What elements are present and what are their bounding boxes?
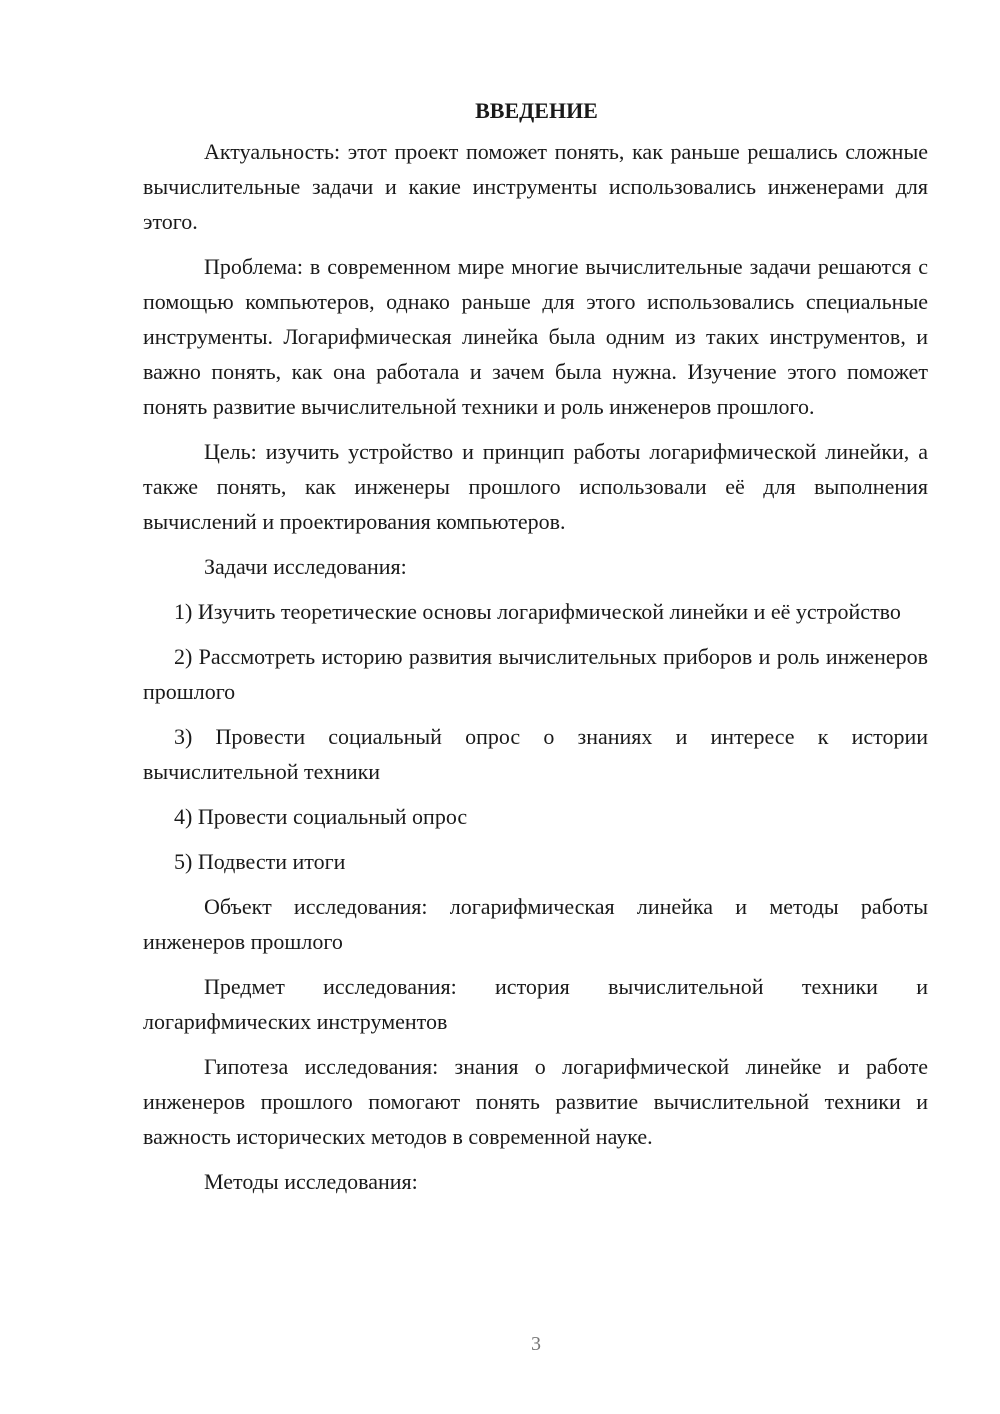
page-number: 3 [531,1333,541,1355]
goal-paragraph: Цель: изучить устройство и принцип работы логарифмической линейки, а также понять, как инженеры прошлого использовали её для выполнения вычислений и проектирования компьютеров. [143,439,928,534]
relevance-paragraph: Актуальность: этот проект поможет понять, как раньше решались сложные вычислительные задачи и какие инструменты использовались инженерами для этого. [143,139,928,234]
page-title: ВВЕДЕНИЕ [475,98,598,123]
task-item-1: 1) Изучить теоретические основы логарифмической линейки и её устройство [174,599,901,624]
hypothesis-paragraph: Гипотеза исследования: знания о логарифмической линейке и работе инженеров прошлого помогают понять развитие вычислительной техники и важность исторических методов в современной науке. [143,1054,928,1149]
methods-title: Методы исследования: [204,1169,418,1194]
object-paragraph: Объект исследования: логарифмическая линейка и методы работы инженеров прошлого [143,894,928,954]
document-page [143,92,928,1209]
task-item-4: 4) Провести социальный опрос [174,804,468,829]
task-item-3: 3) Провести социальный опрос о знаниях и интересе к истории вычислительной техники [143,724,928,784]
subject-paragraph: Предмет исследования: история вычислительной техники и логарифмических инструментов [143,974,928,1034]
tasks-title: Задачи исследования: [204,554,407,579]
problem-paragraph: Проблема: в современном мире многие вычислительные задачи решаются с помощью компьютеров, однако раньше для этого использовались специальные инструменты. Логарифмическая линейка была одним из таких инструментов, и важно понять, как она работала и зачем была нужна. Изучение этого поможет понять развитие вычислительной техники и роль инженеров прошлого. [143,254,928,419]
task-item-2: 2) Рассмотреть историю развития вычислительных приборов и роль инженеров прошлого [143,644,928,704]
task-item-5: 5) Подвести итоги [174,849,346,874]
